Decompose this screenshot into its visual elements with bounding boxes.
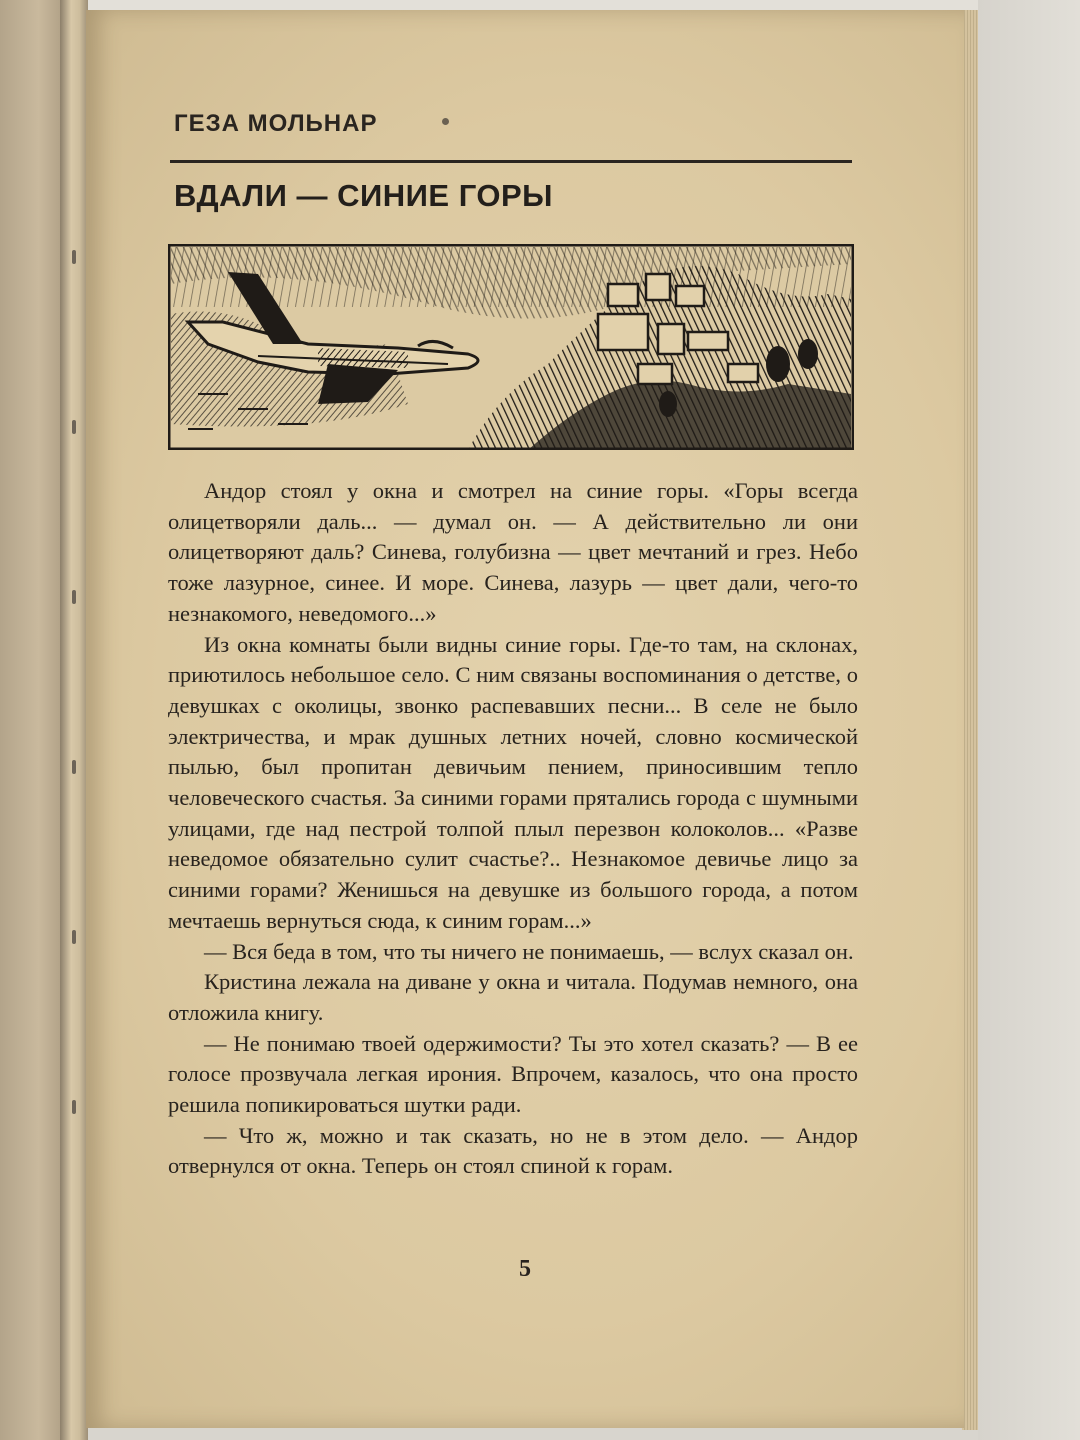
binding-stitch: [72, 590, 76, 604]
paragraph: — Не понимаю твоей одержимости? Ты это хотел сказать? — В ее голосе прозвучала легкая ирония. Впрочем, казалось, что она просто решила попикироваться шутки ради.: [168, 1030, 858, 1118]
book-spine: [60, 0, 88, 1440]
author-name: ГЕЗА МОЛЬНАР: [174, 110, 378, 137]
page-stack-edge: [962, 10, 978, 1430]
table-surface: [978, 0, 1080, 1440]
print-speck: [442, 118, 449, 125]
header-rule: [170, 160, 852, 163]
paragraph: Из окна комнаты были видны синие горы. Где-то там, на склонах, приютилось небольшое село. С ним связаны воспоминания о детстве, о девушках с околицы, звонко распевавших песни... В селе не было электричества, и мрак душных летних ночей, словно космической пылью, был пропитан девичьим пением, приносившим тепло человеческого счастья. За синими горами прятались города с шумными улицами, где над пестрой толпой плыл перезвон колоколов... «Разве неведомое обязательно сулит счастье?.. Незнакомое девичье лицо за синими горами? Женишься на девушке из большого города, а потом мечтаешь вернуться сюда, к синим горам...»: [168, 631, 858, 933]
story-title: ВДАЛИ — СИНИЕ ГОРЫ: [174, 178, 554, 213]
paragraph: — Вся беда в том, что ты ничего не понимаешь, — вслух сказал он.: [204, 938, 854, 964]
woodcut-illustration: [168, 244, 854, 450]
page-number: 5: [519, 1256, 531, 1282]
binding-stitch: [72, 420, 76, 434]
book-page: [86, 10, 964, 1428]
paragraph: — Что ж, можно и так сказать, но не в этом дело. — Андор отвернулся от окна. Теперь он стоял спиной к горам.: [168, 1122, 858, 1179]
paragraph: Андор стоял у окна и смотрел на синие горы. «Горы всегда олицетворяли даль... — думал он. — А действительно ли они олицетворяют даль? Синева, голубизна — цвет мечтаний и грез. Небо тоже лазурное, синее. И море. Синева, лазурь — цвет дали, чего-то незнакомого, неведомого...»: [168, 478, 858, 626]
binding-stitch: [72, 250, 76, 264]
binding-stitch: [72, 1100, 76, 1114]
body-text: [168, 476, 858, 1182]
jet-mountain-engraving-icon: [168, 244, 854, 450]
binding-stitch: [72, 760, 76, 774]
binding-stitch: [72, 930, 76, 944]
paragraph: Кристина лежала на диване у окна и читала. Подумав немного, она отложила книгу.: [168, 969, 858, 1025]
